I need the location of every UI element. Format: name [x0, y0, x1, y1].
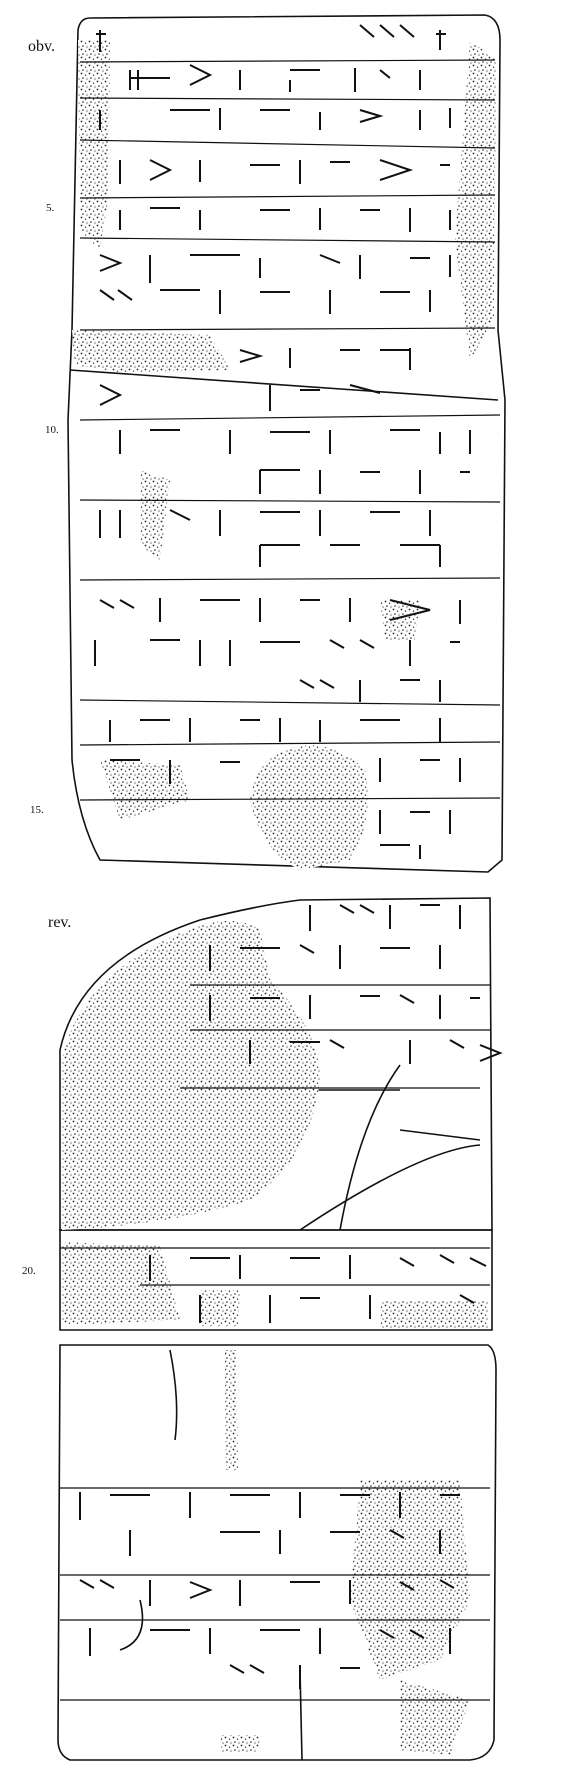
obverse-ruling: [80, 60, 500, 800]
obverse-damage: [72, 40, 496, 870]
line-number-5: 5.: [46, 202, 55, 214]
reverse-label: rev.: [48, 914, 72, 931]
obverse-signs: [95, 25, 470, 859]
line-number-20: 20.: [22, 1265, 36, 1277]
obverse-label: obv.: [28, 38, 55, 55]
line-number-15: 15.: [30, 804, 44, 816]
line-number-10: 10.: [45, 424, 59, 436]
